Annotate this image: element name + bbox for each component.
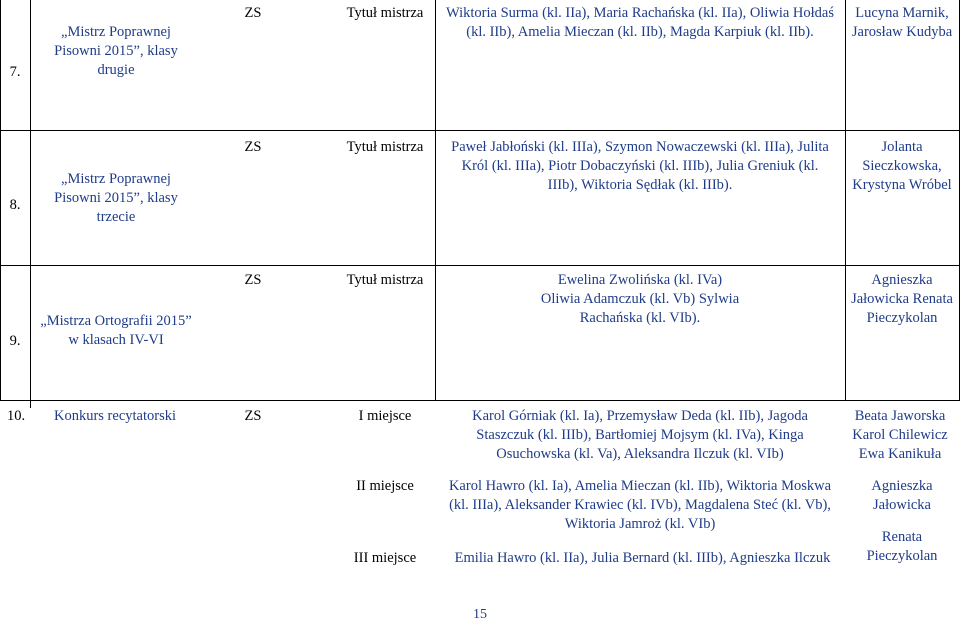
place-2-award: II miejsce xyxy=(356,478,414,494)
row-border xyxy=(0,265,960,266)
place-3-teachers: Renata Pieczykolan xyxy=(866,529,938,564)
row-border xyxy=(0,130,960,131)
row-border xyxy=(0,400,960,401)
col-border xyxy=(435,0,436,400)
place-1-winners: Karol Górniak (kl. Ia), Przemysław Deda (kl. IIb), Jagoda Staszczuk (kl. IIIb), Bartłomiej Mojsym (kl. IVa), Kinga Osuchowska (kl. Va), Aleksandra Ilczuk (kl. VIb) xyxy=(472,408,808,462)
row-10-number: 10. xyxy=(6,408,26,424)
place-3-award: III miejsce xyxy=(353,550,417,566)
row-8-winners: Paweł Jabłoński (kl. IIIa), Szymon Nowaczewski (kl. IIIa), Julita Król (kl. IIIa), Piotr Dobaczyński (kl. IIIb), Julia Greniuk (kl. IIIb), Wiktoria Sędłak (kl. IIIb). xyxy=(451,139,829,193)
place-2-winners: Karol Hawro (kl. Ia), Amelia Mieczan (kl. IIb), Wiktoria Moskwa (kl. IIIa), Aleksander Krawiec (kl. IVb), Magdalena Steć (kl. Vb), Wiktoria Jamroż (kl. VIb) xyxy=(448,478,832,532)
row-9-number: 9. xyxy=(9,333,21,349)
row-7-level: ZS xyxy=(244,5,262,21)
row-7-winners: Wiktoria Surma (kl. IIa), Maria Rachańska (kl. IIa), Oliwia Hołdaś (kl. IIb), Amelia Mieczan (kl. IIb), Magda Karpiuk (kl. IIb). xyxy=(446,5,834,40)
place-1-award: I miejsce xyxy=(358,408,412,424)
row-8-teachers: Jolanta Sieczkowska, Krystyna Wróbel xyxy=(852,139,952,193)
page-number: 15 xyxy=(473,607,487,622)
row-8-award: Tytuł mistrza xyxy=(346,139,424,155)
row-9-teachers: Agnieszka Jałowicka Renata Pieczykolan xyxy=(851,272,953,326)
place-3-winners: Emilia Hawro (kl. IIa), Julia Bernard (kl. IIIb), Agnieszka Ilczuk xyxy=(454,550,831,566)
place-1-teachers: Beata Jaworska Karol Chilewicz Ewa Kanikuła xyxy=(852,408,948,462)
row-9-level: ZS xyxy=(244,272,262,288)
row-10-competition: Konkurs recytatorski xyxy=(53,408,176,424)
col-border xyxy=(30,0,31,408)
row-7-number: 7. xyxy=(9,64,21,80)
row-7-teachers: Lucyna Marnik, Jarosław Kudyba xyxy=(851,5,953,40)
row-10-level: ZS xyxy=(244,408,262,424)
row-7-competition: „Mistrz Poprawnej Pisowni 2015”, klasy drugie xyxy=(54,24,178,78)
row-8-level: ZS xyxy=(244,139,262,155)
row-9-competition: „Mistrza Ortografii 2015” w klasach IV-VI xyxy=(40,313,192,348)
row-7-award: Tytuł mistrza xyxy=(346,5,424,21)
row-9-award: Tytuł mistrza xyxy=(346,272,424,288)
row-8-number: 8. xyxy=(9,197,21,213)
row-8-competition: „Mistrz Poprawnej Pisowni 2015”, klasy trzecie xyxy=(54,171,178,225)
place-2-teachers: Agnieszka Jałowicka xyxy=(871,478,933,513)
row-9-winners: Ewelina Zwolińska (kl. IVa) Oliwia Adamczuk (kl. Vb) Sylwia Rachańska (kl. VIb). xyxy=(540,272,740,326)
col-border xyxy=(845,0,846,400)
